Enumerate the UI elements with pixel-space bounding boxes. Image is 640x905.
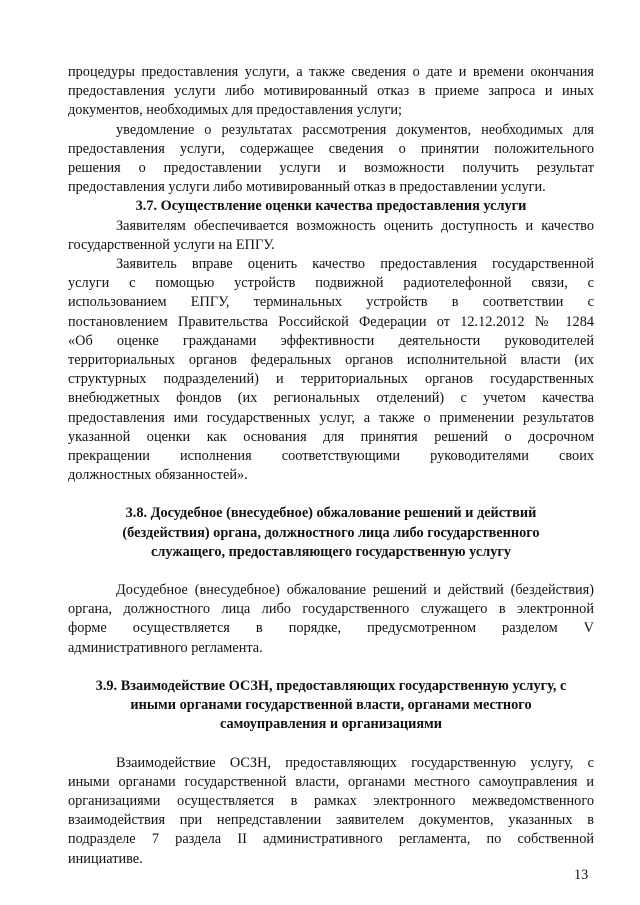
- text-line: административного регламента.: [68, 639, 263, 656]
- text-line: внебюджетных фондов (их региональных отделений) с учетом качества: [68, 390, 594, 407]
- notice-paragraph: [68, 121, 594, 198]
- text-line: постановлением Правительства Российской Федерации от 12.12.2012 № 1284: [68, 313, 594, 330]
- text-line: использованием ЕПГУ, терминальных устройств в соответствии с: [68, 294, 594, 311]
- section-3-7-heading: 3.7. Осуществление оценки качества предоставления услуги: [135, 198, 527, 215]
- text-line: Заявитель вправе оценить качество предоставления государственной: [116, 256, 594, 273]
- intro-paragraph: [68, 63, 594, 121]
- text-line: «Об оценке гражданами эффективности деятельности руководителей: [68, 332, 594, 349]
- heading-line: 3.9. Взаимодействие ОСЗН, предоставляющих государственную услугу, с: [95, 677, 567, 694]
- text-line: государственной услуги на ЕПГУ.: [68, 236, 275, 253]
- text-line: органа, должностного лица либо государственного служащего в электронной: [68, 601, 594, 618]
- section-3-7-paragraph-1: [68, 217, 594, 255]
- section-3-8-heading: [68, 504, 594, 562]
- section-3-7-paragraph-2: [68, 255, 594, 485]
- section-3-9-paragraph: [68, 754, 594, 869]
- text-line: структурных подразделений) и территориальных органов государственных: [68, 371, 594, 388]
- text-line: документов, необходимых для предоставления услуги;: [68, 102, 402, 119]
- text-line: предоставления услуги, содержащее сведения о принятии положительного: [68, 140, 594, 157]
- text-line: Досудебное (внесудебное) обжалование решений и действий (бездействия): [116, 582, 594, 599]
- page-number: 13: [574, 867, 589, 883]
- heading-line: 3.8. Досудебное (внесудебное) обжалование решений и действий: [125, 505, 537, 522]
- text-line: предоставления услуги либо мотивированный отказ в приеме запроса и иных: [68, 83, 594, 100]
- text-line: организациями осуществляется в рамках электронного межведомственного: [68, 792, 594, 809]
- text-line: форме осуществляется в порядке, предусмотренном разделом V: [68, 620, 594, 637]
- text-line: уведомление о результатах рассмотрения документов, необходимых для: [116, 121, 594, 138]
- text-line: процедуры предоставления услуги, а также сведения о дате и времени окончания: [68, 64, 594, 80]
- text-line: подразделе 7 раздела II административного регламента, по собственной: [68, 831, 594, 848]
- heading-line: иными органами государственной власти, органами местного: [130, 697, 532, 714]
- text-line: Заявителям обеспечивается возможность оценить доступность и качество: [116, 217, 594, 234]
- heading-line: служащего, предоставляющего государственную услугу: [150, 543, 512, 560]
- document-page: [68, 63, 594, 869]
- heading-line: самоуправления и организациями: [219, 716, 443, 733]
- text-line: предоставления ими государственных услуг, а также о применении результатов: [68, 409, 594, 426]
- section-3-8-paragraph: [68, 581, 594, 658]
- text-line: взаимодействия при непредставлении заявителем документов, указанных в: [68, 812, 594, 829]
- text-line: услуги с помощью устройств подвижной радиотелефонной связи, с: [68, 275, 594, 292]
- text-line: территориальных органов федеральных органов исполнительной власти (их: [68, 352, 594, 369]
- text-line: иными органами государственной власти, органами местного самоуправления и: [68, 773, 594, 790]
- text-line: Взаимодействие ОСЗН, предоставляющих государственную услугу, с: [116, 754, 594, 771]
- text-line: указанной оценки как основания для принятия решений о досрочном: [68, 428, 594, 445]
- text-line: должностных обязанностей».: [68, 467, 248, 484]
- text-line: предоставления услуги либо мотивированный отказ в предоставлении услуги.: [68, 179, 546, 196]
- text-line: инициативе.: [68, 850, 143, 867]
- text-line: решения о предоставлении услуги и возможности получить результат: [68, 160, 594, 177]
- heading-line: (бездействия) органа, должностного лица либо государственного: [122, 524, 540, 541]
- section-3-9-heading: [68, 677, 594, 735]
- text-line: прекращении исполнения соответствующими руководителями своих: [68, 448, 594, 465]
